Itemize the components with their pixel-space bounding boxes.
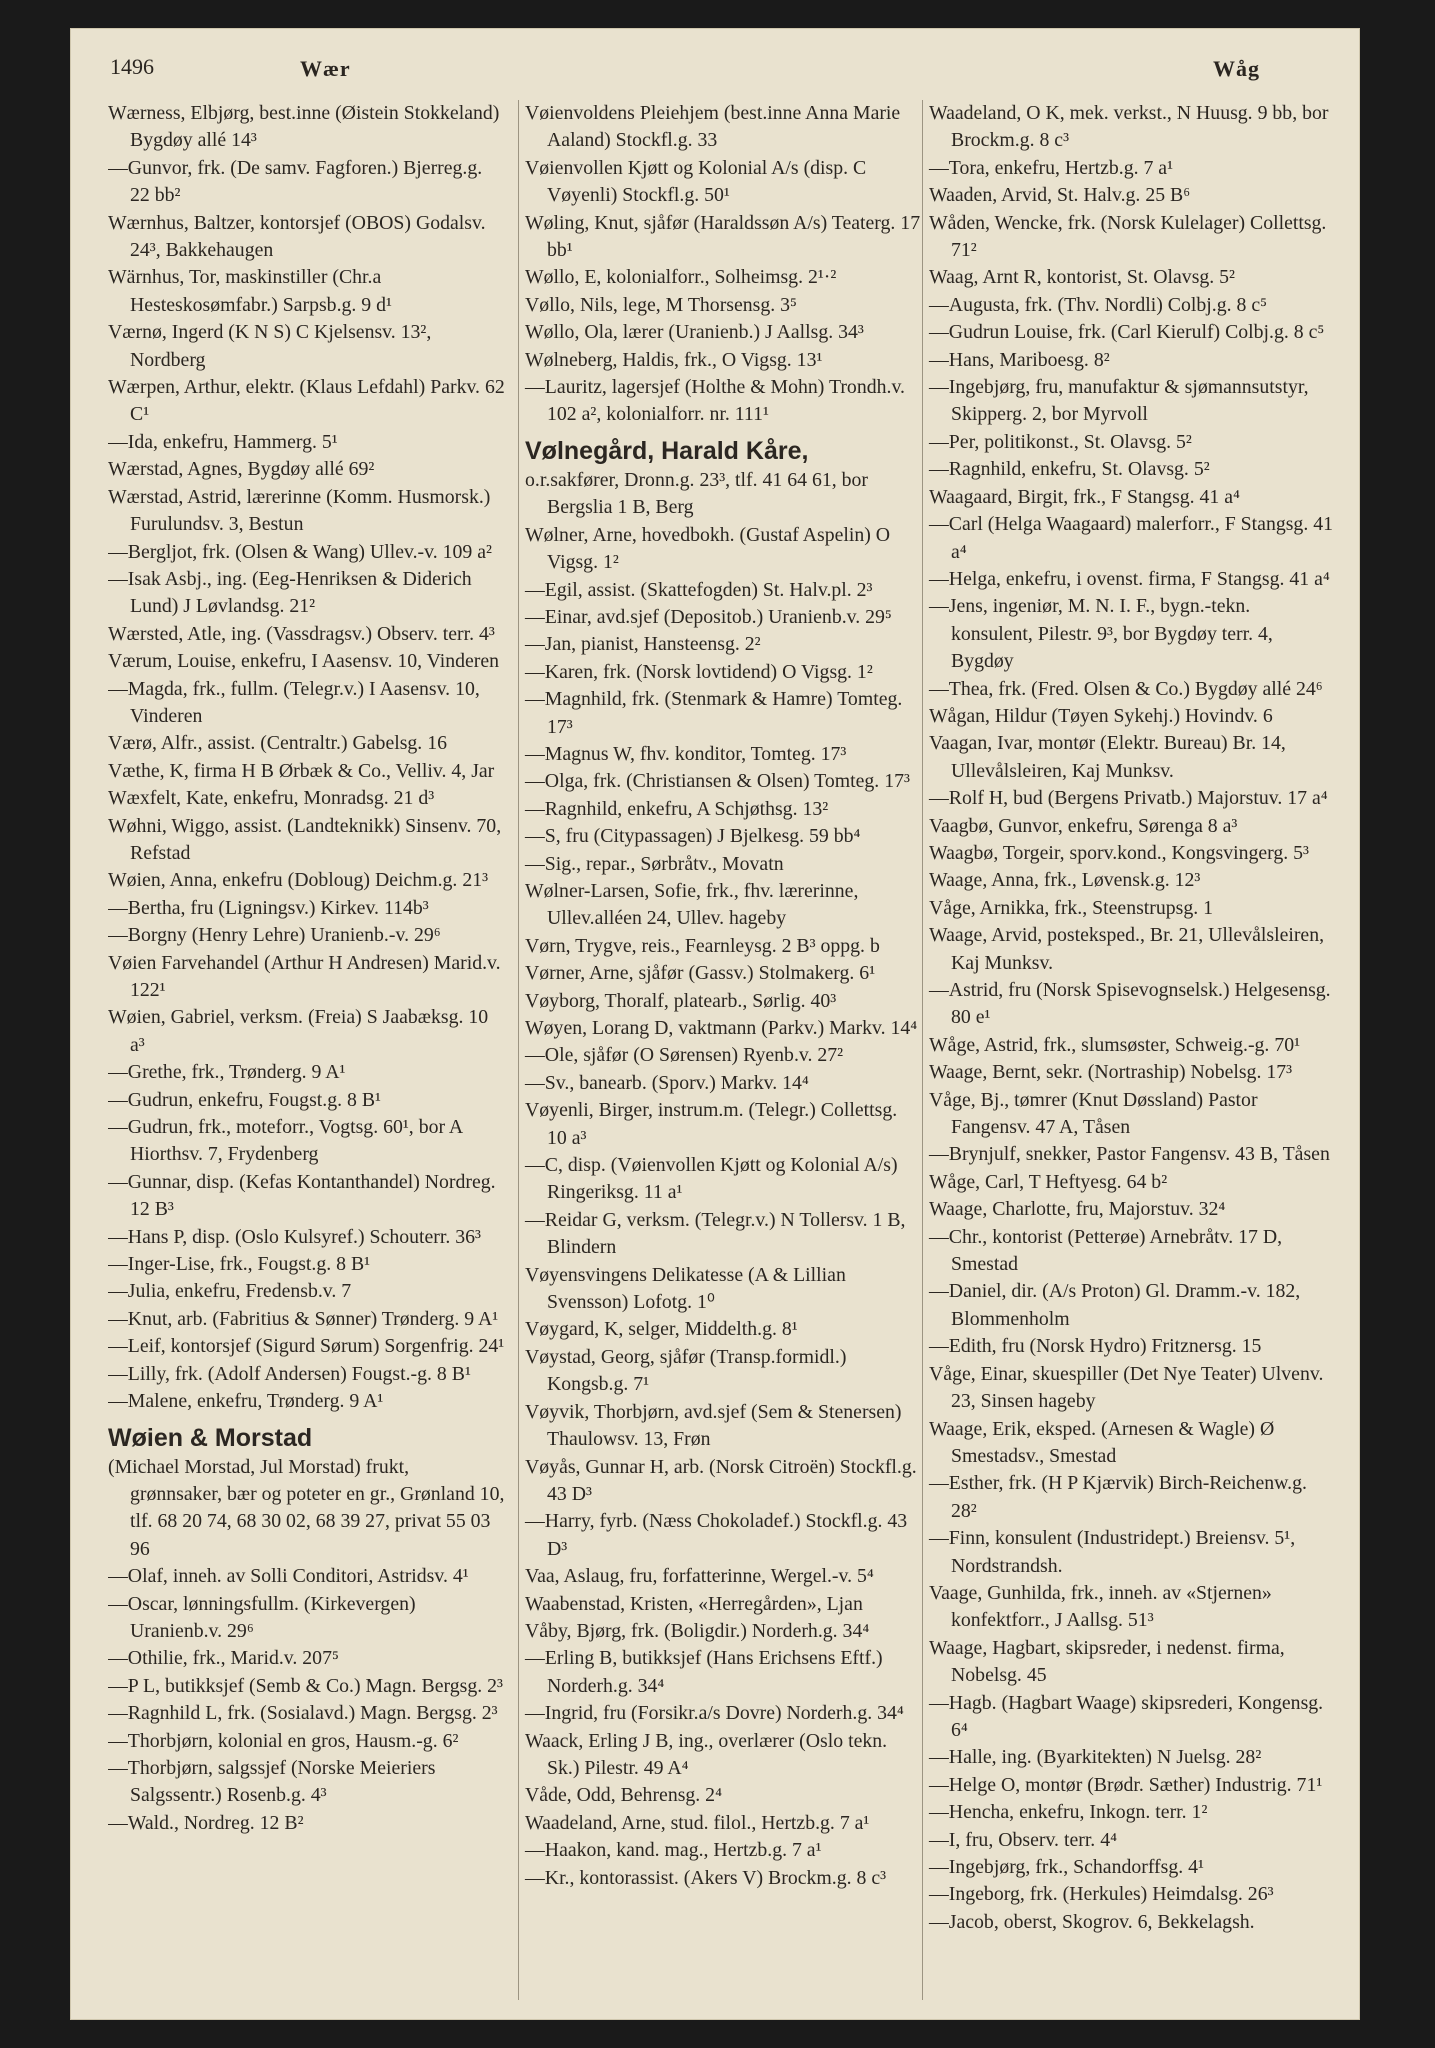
- directory-entry: —Karen, frk. (Norsk lovtidend) O Vigsg. 1²: [525, 660, 873, 683]
- directory-entry: —Carl (Helga Waagaard) malerforr., F Stangsg. 41 a⁴: [929, 513, 1333, 563]
- directory-entry: —Gunnar, disp. (Kefas Kontanthandel) Nordreg. 12 B³: [108, 1170, 496, 1221]
- directory-entry: Wåge, Astrid, frk., slumsøster, Schweig.-g. 70¹: [929, 1033, 1301, 1056]
- directory-entry: Vøyenli, Birger, instrum.m. (Telegr.) Collettsg. 10 a³: [525, 1099, 898, 1149]
- directory-entry: —Gunvor, frk. (De samv. Fagforen.) Bjerreg.g. 22 bb²: [108, 156, 483, 207]
- directory-entry: Waadeland, Arne, stud. filol., Hertzb.g. 7 a¹: [525, 1811, 870, 1834]
- directory-entry: Wøien, Gabriel, verksm. (Freia) S Jaabæksg. 10 a³: [108, 1006, 489, 1056]
- directory-entry: —P L, butikksjef (Semb & Co.) Magn. Bergsg. 2³: [108, 1674, 503, 1697]
- directory-entry: Vaagan, Ivar, montør (Elektr. Bureau) Br. 14, Ullevålsleiren, Kaj Munksv.: [929, 732, 1286, 782]
- directory-page: [70, 28, 1360, 2020]
- directory-entry: Wøllo, E, kolonialforr., Solheimsg. 2¹·²: [525, 266, 837, 289]
- directory-entry: Waagbø, Torgeir, sporv.kond., Kongsvingerg. 5³: [929, 841, 1309, 864]
- directory-entry: —Thea, frk. (Fred. Olsen & Co.) Bygdøy allé 24⁶: [929, 677, 1323, 700]
- directory-entry: Wåge, Carl, T Heftyesg. 64 b²: [929, 1170, 1168, 1193]
- directory-entry: —Othilie, frk., Marid.v. 207⁵: [108, 1647, 339, 1670]
- directory-entry: Vørner, Arne, sjåfør (Gassv.) Stolmakerg. 6¹: [525, 962, 876, 985]
- directory-entry: Wøhni, Wiggo, assist. (Landteknikk) Sinsenv. 70, Refstad: [108, 814, 502, 864]
- directory-entry: Værø, Alfr., assist. (Centraltr.) Gabelsg. 16: [108, 732, 447, 755]
- directory-entry: Wærstad, Agnes, Bygdøy allé 69²: [108, 458, 375, 481]
- directory-entry: Waadeland, O K, mek. verkst., N Huusg. 9 bb, bor Brockm.g. 8 c³: [929, 102, 1329, 152]
- directory-entry: —Wald., Nordreg. 12 B²: [108, 1811, 304, 1834]
- directory-entry: —Reidar G, verksm. (Telegr.v.) N Tollersv. 1 B, Blindern: [525, 1208, 906, 1259]
- directory-entry: —Thorbjørn, salgssjef (Norske Meieriers Salgssentr.) Rosenb.g. 4³: [108, 1756, 436, 1807]
- directory-entry: —Jens, ingeniør, M. N. I. F., bygn.-tekn. konsulent, Pilestr. 9³, bor Bygdøy terr. 4, Bygdøy: [929, 595, 1273, 673]
- directory-entry: —Kr., kontorassist. (Akers V) Brockm.g. 8 c³: [525, 1866, 887, 1889]
- firm-heading: Wøien & Morstad: [108, 1423, 313, 1452]
- directory-entry: Vøllo, Nils, lege, M Thorsensg. 3⁵: [525, 293, 797, 316]
- directory-entry: —Rolf H, bud (Bergens Privatb.) Majorstuv. 17 a⁴: [929, 787, 1328, 810]
- directory-entry: Vørn, Trygve, reis., Fearnleysg. 2 B³ oppg. b: [525, 934, 880, 957]
- directory-entry: —Harry, fyrb. (Næss Chokoladef.) Stockfl.g. 43 D³: [525, 1510, 908, 1560]
- directory-entry: —Julia, enkefru, Fredensb.v. 7: [108, 1280, 352, 1303]
- directory-entry: Wølner, Arne, hovedbokh. (Gustaf Aspelin) O Vigsg. 1²: [525, 523, 891, 574]
- directory-entry: Våby, Bjørg, frk. (Boligdir.) Norderh.g. 34⁴: [525, 1619, 870, 1642]
- directory-entry: —Ragnhild, enkefru, A Schjøthsg. 13²: [525, 797, 829, 820]
- directory-entry: —Olga, frk. (Christiansen & Olsen) Tomteg. 17³: [525, 770, 910, 793]
- directory-entry: Wågan, Hildur (Tøyen Sykehj.) Hovindv. 6: [929, 704, 1273, 727]
- directory-entry: Vøyvik, Thorbjørn, avd.sjef (Sem & Stenersen) Thaulowsv. 13, Frøn: [525, 1400, 902, 1451]
- directory-entry: —Egil, assist. (Skattefogden) St. Halv.pl. 2³: [525, 578, 873, 601]
- directory-entry: Værum, Louise, enkefru, I Aasensv. 10, Vinderen: [108, 650, 500, 673]
- directory-entry: —Magnhild, frk. (Stenmark & Hamre) Tomteg. 17³: [525, 688, 903, 738]
- directory-entry: —Knut, arb. (Fabritius & Sønner) Trønderg. 9 A¹: [108, 1307, 499, 1330]
- directory-entry: Waage, Hagbart, skipsreder, i nedenst. firma, Nobelsg. 45: [929, 1636, 1285, 1687]
- directory-entry: —Hencha, enkefru, Inkogn. terr. 1²: [929, 1801, 1208, 1824]
- directory-entry: Vøyås, Gunnar H, arb. (Norsk Citroën) Stockfl.g. 43 D³: [525, 1455, 917, 1505]
- directory-entry: Wærstad, Astrid, lærerinne (Komm. Husmorsk.) Furulundsv. 3, Bestun: [108, 485, 491, 536]
- directory-entry: (Michael Morstad, Jul Morstad) frukt, grønnsaker, bær og poteter en gr., Grønland 10, tlf. 68 20 74, 68 30 02, 68 39 27, privat 55 03 96: [108, 1455, 505, 1560]
- directory-entry: —Inger-Lise, frk., Fougst.g. 8 B¹: [108, 1253, 371, 1276]
- directory-entry: Waag, Arnt R, kontorist, St. Olavsg. 5²: [929, 266, 1235, 289]
- directory-entry: —Per, politikonst., St. Olavsg. 5²: [929, 430, 1192, 453]
- directory-entry: —Einar, avd.sjef (Depositob.) Uranienb.v. 29⁵: [525, 605, 892, 628]
- directory-entry: —Ingrid, fru (Forsikr.a/s Dovre) Norderh.g. 34⁴: [525, 1702, 904, 1725]
- directory-entry: Waage, Bernt, sekr. (Nortraship) Nobelsg. 17³: [929, 1061, 1293, 1084]
- directory-entry: Vøienvollen Kjøtt og Kolonial A/s (disp. C Vøyenli) Stockfl.g. 50¹: [525, 156, 867, 207]
- directory-entry: —Ingebjørg, fru, manufaktur & sjømannsutstyr, Skipperg. 2, bor Myrvoll: [929, 376, 1309, 426]
- directory-entry: —I, fru, Observ. terr. 4⁴: [929, 1828, 1117, 1851]
- directory-entry: Værnø, Ingerd (K N S) C Kjelsensv. 13², Nordberg: [108, 321, 432, 371]
- directory-entry: —Erling B, butikksjef (Hans Erichsens Eftf.) Norderh.g. 34⁴: [525, 1647, 883, 1697]
- directory-entry: —C, disp. (Vøienvollen Kjøtt og Kolonial A/s) Ringeriksg. 11 a¹: [525, 1154, 898, 1204]
- directory-entry: —Magda, frk., fullm. (Telegr.v.) I Aasensv. 10, Vinderen: [108, 677, 480, 727]
- directory-entry: Våge, Arnikka, frk., Steenstrupsg. 1: [929, 896, 1214, 919]
- directory-entry: Waagaard, Birgit, frk., F Stangsg. 41 a⁴: [929, 485, 1240, 508]
- directory-entry: Vøyensvingens Delikatesse (A & Lillian Svensson) Lofotg. 1⁰: [525, 1263, 846, 1314]
- directory-entry: —Jacob, oberst, Skogrov. 6, Bekkelagsh.: [929, 1910, 1255, 1933]
- directory-entry: Waaden, Arvid, St. Halv.g. 25 B⁶: [929, 184, 1191, 207]
- directory-entry: Waabenstad, Kristen, «Herregården», Ljan: [525, 1592, 863, 1615]
- directory-entry: Wærpen, Arthur, elektr. (Klaus Lefdahl) Parkv. 62 C¹: [108, 376, 505, 426]
- directory-entry: —Haakon, kand. mag., Hertzb.g. 7 a¹: [525, 1839, 822, 1862]
- directory-entry: Waack, Erling J B, ing., overlærer (Oslo tekn. Sk.) Pilestr. 49 A⁴: [525, 1729, 888, 1779]
- directory-entry: —Augusta, frk. (Thv. Nordli) Colbj.g. 8 c⁵: [929, 293, 1267, 316]
- directory-entry: —Ingeborg, frk. (Herkules) Heimdalsg. 26³: [929, 1883, 1274, 1906]
- directory-entry: Vøienvoldens Pleiehjem (best.inne Anna Marie Aaland) Stockfl.g. 33: [525, 102, 901, 152]
- directory-entry: —Ole, sjåfør (O Sørensen) Ryenb.v. 27²: [525, 1044, 844, 1067]
- directory-entry: —Isak Asbj., ing. (Eeg-Henriksen & Diderich Lund) J Løvlandsg. 21²: [108, 567, 472, 618]
- directory-entry: —Halle, ing. (Byarkitekten) N Juelsg. 28²: [929, 1746, 1262, 1769]
- directory-entry: Wøllo, Ola, lærer (Uranienb.) J Aallsg. 34³: [525, 321, 864, 344]
- directory-entry: —Lilly, frk. (Adolf Andersen) Fougst.-g. 8 B¹: [108, 1362, 471, 1385]
- directory-entry: —Magnus W, fhv. konditor, Tomteg. 17³: [525, 742, 847, 765]
- directory-entry: Wæxfelt, Kate, enkefru, Monradsg. 21 d³: [108, 787, 435, 810]
- directory-entry: —Edith, fru (Norsk Hydro) Fritznersg. 15: [929, 1335, 1262, 1358]
- directory-entry: Vøyborg, Thoralf, platearb., Sørlig. 40³: [525, 989, 837, 1012]
- directory-entry: —Ida, enkefru, Hammerg. 5¹: [108, 430, 338, 453]
- directory-entry: —Hans P, disp. (Oslo Kulsyref.) Schouterr. 36³: [108, 1225, 481, 1248]
- directory-entry: —Sv., banearb. (Sporv.) Markv. 14⁴: [525, 1071, 809, 1094]
- directory-entry: —Astrid, fru (Norsk Spisevognselsk.) Helgesensg. 80 e¹: [929, 979, 1331, 1029]
- directory-entry: —Gudrun Louise, frk. (Carl Kierulf) Colbj.g. 8 c⁵: [929, 321, 1325, 344]
- firm-heading: Vølnegård, Harald Kåre,: [525, 436, 809, 465]
- directory-entry: —Hagb. (Hagbart Waage) skipsrederi, Kongensg. 6⁴: [929, 1691, 1324, 1741]
- directory-entry: Våge, Einar, skuespiller (Det Nye Teater) Ulvenv. 23, Sinsen hageby: [929, 1362, 1324, 1413]
- directory-entry: Våde, Odd, Behrensg. 2⁴: [525, 1784, 722, 1807]
- directory-entry: Wærsted, Atle, ing. (Vassdragsv.) Observ. terr. 4³: [108, 622, 495, 645]
- directory-entry: —Oscar, lønningsfullm. (Kirkevergen) Uranienb.v. 29⁶: [108, 1592, 416, 1642]
- page-header: [110, 54, 1320, 94]
- directory-entry: —Borgny (Henry Lehre) Uranienb.-v. 29⁶: [108, 924, 441, 947]
- directory-entry: —Helga, enkefru, i ovenst. firma, F Stangsg. 41 a⁴: [929, 567, 1330, 590]
- directory-entry: Vøygard, K, selger, Middelth.g. 8¹: [525, 1318, 798, 1341]
- directory-entry: Wærnhus, Baltzer, kontorsjef (OBOS) Godalsv. 24³, Bakkehaugen: [108, 211, 486, 262]
- directory-entry: —Jan, pianist, Hansteensg. 2²: [525, 633, 761, 656]
- directory-entry: —Grethe, frk., Trønderg. 9 A¹: [108, 1061, 346, 1084]
- directory-entry: —Gudrun, frk., moteforr., Vogtsg. 60¹, bor A Hiorthsv. 7, Frydenberg: [108, 1116, 463, 1166]
- directory-entry: Vaagbø, Gunvor, enkefru, Sørenga 8 a³: [929, 814, 1238, 837]
- directory-entry: Wærness, Elbjørg, best.inne (Øistein Stokkeland) Bygdøy allé 14³: [108, 102, 500, 152]
- directory-entry: Wølner-Larsen, Sofie, frk., fhv. lærerinne, Ullev.alléen 24, Ullev. hageby: [525, 879, 859, 930]
- directory-entry: Vaa, Aslaug, fru, forfatterinne, Wergel.-v. 5⁴: [525, 1565, 874, 1588]
- directory-entry: —Finn, konsulent (Industridept.) Breiensv. 5¹, Nordstrandsh.: [929, 1527, 1296, 1577]
- directory-entry: Vøystad, Georg, sjåfør (Transp.formidl.) Kongsb.g. 7¹: [525, 1345, 847, 1396]
- directory-entry: Wøien, Anna, enkefru (Dobloug) Deichm.g. 21³: [108, 869, 489, 892]
- column-3: [922, 100, 1337, 2000]
- directory-entry: —Bergljot, frk. (Olsen & Wang) Ullev.-v. 109 a²: [108, 540, 492, 563]
- directory-entry: —Ingebjørg, frk., Schandorffsg. 4¹: [929, 1856, 1204, 1878]
- directory-entry: Waage, Arvid, posteksped., Br. 21, Ullevålsleiren, Kaj Munksv.: [929, 924, 1325, 974]
- directory-entry: —Bertha, fru (Ligningsv.) Kirkev. 114b³: [108, 896, 429, 919]
- directory-entry: —Malene, enkefru, Trønderg. 9 A¹: [108, 1390, 384, 1413]
- directory-entry: —Tora, enkefru, Hertzb.g. 7 a¹: [929, 156, 1174, 179]
- directory-entry: —S, fru (Citypassagen) J Bjelkesg. 59 bb⁴: [525, 825, 861, 848]
- directory-entry: Waage, Erik, eksped. (Arnesen & Wagle) Ø Smestadsv., Smestad: [929, 1417, 1275, 1467]
- directory-entry: Wøling, Knut, sjåfør (Haraldssøn A/s) Teaterg. 17 bb¹: [525, 211, 921, 262]
- directory-entry: —Hans, Mariboesg. 8²: [929, 348, 1110, 371]
- directory-entry: Wøyen, Lorang D, vaktmann (Parkv.) Markv. 14⁴: [525, 1017, 918, 1039]
- directory-entry: —Lauritz, lagersjef (Holthe & Mohn) Trondh.v. 102 a², kolonialforr. nr. 111¹: [525, 376, 905, 426]
- directory-entry: —Chr., kontorist (Petterøe) Arnebråtv. 17 D, Smestad: [929, 1225, 1283, 1276]
- directory-entry: Waage, Charlotte, fru, Majorstuv. 32⁴: [929, 1198, 1226, 1221]
- directory-entry: —Ragnhild, enkefru, St. Olavsg. 5²: [929, 458, 1210, 481]
- directory-entry: —Brynjulf, snekker, Pastor Fangensv. 43 B, Tåsen: [929, 1143, 1330, 1166]
- directory-entry: —Thorbjørn, kolonial en gros, Hausm.-g. 6²: [108, 1729, 459, 1752]
- directory-entry: Wølneberg, Haldis, frk., O Vigsg. 13¹: [525, 348, 823, 371]
- directory-entry: —Ragnhild L, frk. (Sosialavd.) Magn. Bergsg. 2³: [108, 1702, 498, 1725]
- directory-entry: Vaage, Gunhilda, frk., inneh. av «Stjernen» konfektforr., J Aallsg. 51³: [929, 1581, 1272, 1632]
- directory-entry: —Sig., repar., Sørbråtv., Movatn: [525, 852, 784, 875]
- directory-entry: Våge, Bj., tømrer (Knut Døssland) Pastor Fangensv. 47 A, Tåsen: [929, 1088, 1258, 1139]
- directory-entry: Vøien Farvehandel (Arthur H Andresen) Marid.v. 122¹: [108, 951, 501, 1001]
- directory-entry: —Helge O, montør (Brødr. Sæther) Industrig. 71¹: [929, 1773, 1323, 1796]
- directory-entry: o.r.sakfører, Dronn.g. 23³, tlf. 41 64 61, bor Bergslia 1 B, Berg: [525, 468, 869, 519]
- column-1: [108, 100, 506, 2000]
- directory-entry: —Leif, kontorsjef (Sigurd Sørum) Sorgenfrig. 24¹: [108, 1335, 505, 1358]
- left-guide-word: Wær: [300, 56, 351, 81]
- directory-entry: —Daniel, dir. (A/s Proton) Gl. Dramm.-v. 182, Blommenholm: [929, 1280, 1301, 1330]
- right-guide-word: Wåg: [1213, 56, 1260, 81]
- directory-entry: Væthe, K, firma H B Ørbæk & Co., Velliv. 4, Jar: [108, 759, 495, 782]
- directory-entry: —Gudrun, enkefru, Fougst.g. 8 B¹: [108, 1088, 381, 1111]
- directory-entry: —Olaf, inneh. av Solli Conditori, Astridsv. 4¹: [108, 1565, 469, 1588]
- column-2: [518, 100, 921, 2000]
- directory-entry: —Esther, frk. (H P Kjærvik) Birch-Reichenw.g. 28²: [929, 1472, 1307, 1522]
- page-number: 1496: [110, 54, 154, 79]
- directory-entry: Wåden, Wencke, frk. (Norsk Kulelager) Collettsg. 71²: [929, 211, 1327, 262]
- directory-entry: Wärnhus, Tor, maskinstiller (Chr.a Hesteskosømfabr.) Sarpsb.g. 9 d¹: [108, 266, 392, 316]
- directory-entry: Waage, Anna, frk., Løvensk.g. 12³: [929, 869, 1201, 892]
